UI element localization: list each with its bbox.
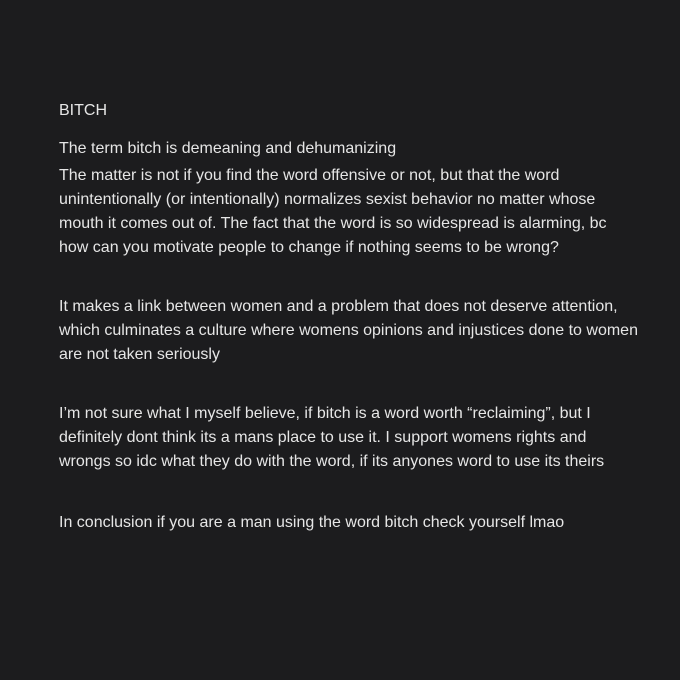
blank-line: [59, 260, 640, 295]
paragraph-2: It makes a link between women and a problem that does not deserve attention, which culminates a culture where womens opinions and injustices done to women are not taken seriously: [59, 298, 638, 363]
note-subtitle: The term bitch is demeaning and dehumanizing: [59, 140, 397, 157]
paragraph-1: The matter is not if you find the word offensive or not, but that the word unintentionally (or intentionally) normalizes sexist behavior no matter whose mouth it comes out of. The fact that the word is so widespread is alarming, bc how can you motivate people to change if nothing seems to be wrong?: [59, 167, 607, 256]
blank-line: [59, 474, 640, 511]
blank-line: [59, 367, 640, 402]
paragraph-4: In conclusion if you are a man using the word bitch check yourself lmao: [59, 514, 565, 531]
note-title: BITCH: [59, 102, 107, 119]
paragraph-3: I’m not sure what I myself believe, if bitch is a word worth “reclaiming”, but I definitely dont think its a mans place to use it. I support womens rights and wrongs so idc what they do with the word, if its anyones word to use its theirs: [59, 405, 605, 470]
